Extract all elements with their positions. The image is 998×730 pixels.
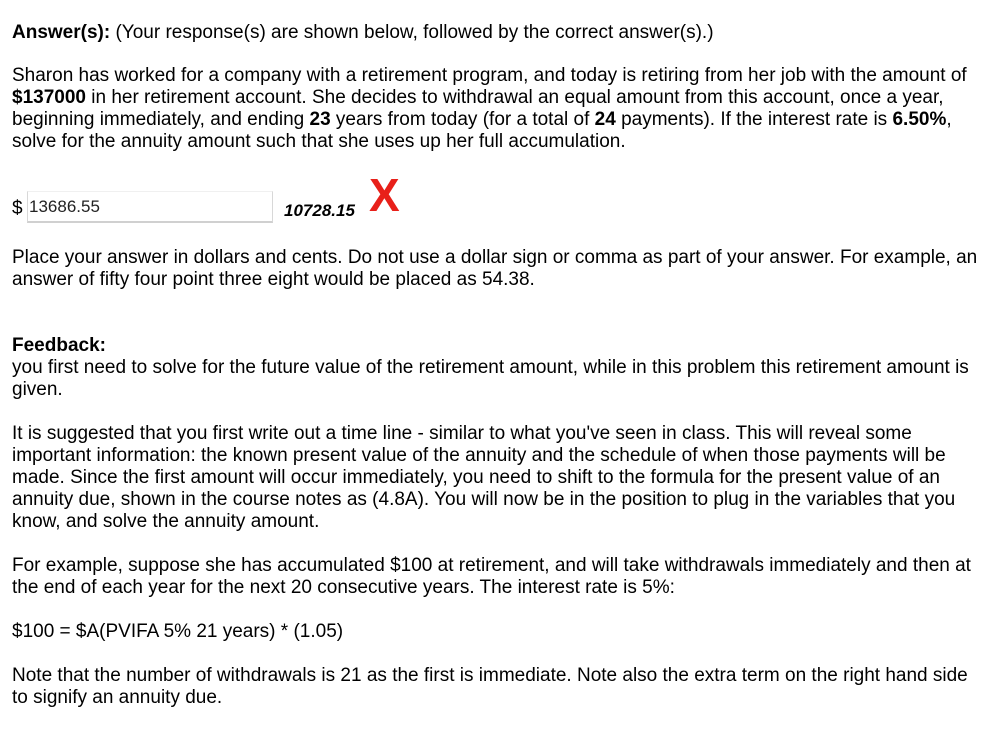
answers-note: (Your response(s) are shown below, followed by the correct answer(s).) bbox=[115, 22, 714, 43]
answers-header bbox=[12, 22, 982, 44]
feedback-label bbox=[12, 335, 982, 357]
question-part-1: Sharon has worked for a company with a retirement program, and today is retiring from her job with the amount of bbox=[12, 65, 967, 86]
retirement-amount: $137000 bbox=[12, 87, 86, 108]
feedback-paragraph-3: For example, suppose she has accumulated $100 at retirement, and will take withdrawals immediately and then at the end of each year for the next 20 consecutive years. The interest rate is 5%: bbox=[12, 555, 971, 598]
interest-rate-value: 6.50% bbox=[892, 109, 947, 130]
question-part-4: payments). If the interest rate is bbox=[615, 109, 893, 130]
question-part-2: in her retirement account. She decides to withdrawal an equal amount from this account, once a year, beginning immediately, and ending bbox=[12, 87, 944, 130]
incorrect-x-icon: X bbox=[369, 169, 400, 221]
payments-value: 24 bbox=[594, 109, 616, 130]
feedback-heading: Feedback: bbox=[12, 335, 106, 356]
feedback-paragraph-1: you first need to solve for the future value of the retirement amount, while in this problem this retirement amount is given. bbox=[12, 357, 969, 400]
instructions-text: Place your answer in dollars and cents. Do not use a dollar sign or comma as part of your answer. For example, an answer of fifty four point three eight would be placed as 54.38. bbox=[12, 247, 978, 290]
feedback-formula: $100 = $A(PVIFA 5% 21 years) * (1.05) bbox=[12, 621, 344, 642]
currency-symbol: $ bbox=[12, 198, 23, 219]
feedback-paragraph-2: It is suggested that you first write out a time line - similar to what you've seen in class. This will reveal some important information: the known present value of the annuity and the schedule of when those payments will be made. Since the first amount will occur immediately, you need to shift to the formula for the present value of an annuity due, shown in the course notes as (4.8A). You will now be in the position to plug in the variables that you know, and solve the annuity amount. bbox=[12, 423, 956, 532]
question-text bbox=[12, 65, 982, 153]
feedback-paragraph-4: Note that the number of withdrawals is 21 as the first is immediate. Note also the extra term on the right hand side to signify an annuity due. bbox=[12, 665, 968, 708]
answers-label: Answer(s): bbox=[12, 22, 111, 43]
years-value: 23 bbox=[309, 109, 331, 130]
question-part-3: years from today (for a total of bbox=[330, 109, 595, 130]
question-part-5: , solve for the annuity amount such that she uses up her full accumulation. bbox=[12, 109, 952, 152]
answer-row bbox=[12, 169, 612, 228]
answer-input[interactable] bbox=[27, 191, 273, 223]
correct-answer: 10728.15 bbox=[284, 201, 355, 220]
